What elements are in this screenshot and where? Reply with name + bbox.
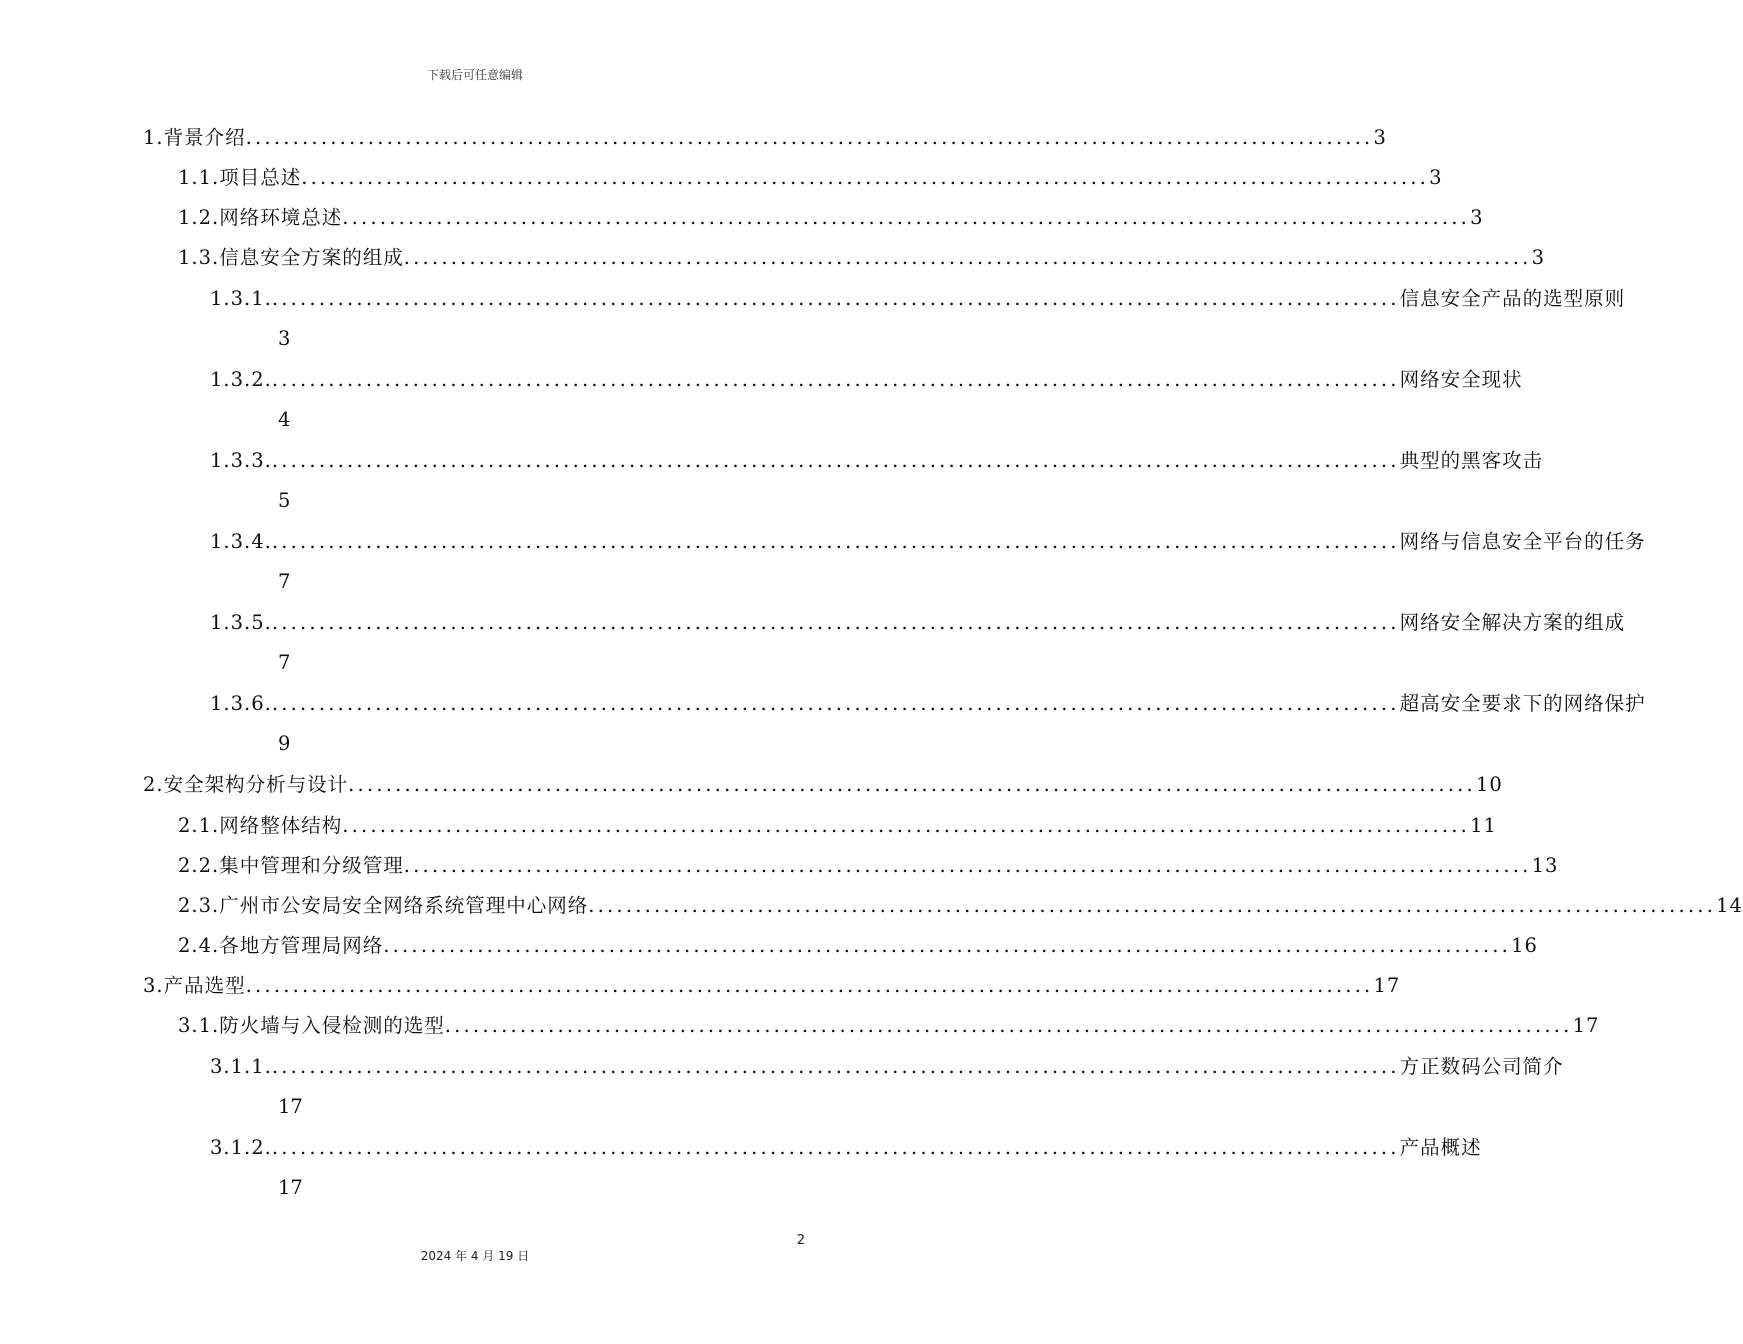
toc-number: 1.3.3. <box>210 449 272 472</box>
toc-title: 项目总述 <box>219 166 302 189</box>
toc-entry[interactable] <box>178 165 1443 191</box>
toc-page: 5 <box>278 489 291 512</box>
toc-number: 1.3.4. <box>210 530 272 553</box>
toc-entry[interactable] <box>210 691 1646 717</box>
toc-page: 11 <box>1470 814 1497 837</box>
toc-leader: ........................................................................................................................ <box>271 449 1400 472</box>
toc-leader: ........................................................................................................................ <box>271 611 1400 634</box>
toc-title: 超高安全要求下的网络保护 <box>1399 692 1646 715</box>
toc-title: 信息安全产品的选型原则 <box>1399 287 1626 310</box>
toc-entry[interactable] <box>178 245 1545 271</box>
page-header: 下载后可任意编辑 <box>426 68 523 82</box>
toc-entry[interactable] <box>178 933 1538 959</box>
toc-entry[interactable] <box>210 448 1544 474</box>
toc-number: 1.3.6. <box>210 692 272 715</box>
toc-leader: ........................................................................................................................ <box>271 287 1400 310</box>
toc-number: 1.3. <box>178 246 220 269</box>
toc-number: 3. <box>143 974 164 997</box>
toc-page: 9 <box>278 732 291 755</box>
toc-number: 1.2. <box>178 206 220 229</box>
toc-leader: ........................................................................................................................ <box>342 814 1471 837</box>
toc-title: 典型的黑客攻击 <box>1399 449 1544 472</box>
toc-number: 1. <box>143 126 164 149</box>
toc-page: 4 <box>278 408 291 431</box>
toc-page: 10 <box>1475 773 1503 796</box>
toc-leader: ........................................................................................................................ <box>383 934 1512 957</box>
toc-title: 产品概述 <box>1399 1136 1482 1159</box>
toc-title: 网络安全解决方案的组成 <box>1399 611 1626 634</box>
toc-leader: ........................................................................................................................ <box>245 126 1374 149</box>
toc-number: 2. <box>143 773 164 796</box>
toc-page: 3 <box>1470 206 1484 229</box>
toc-entry[interactable] <box>143 125 1387 151</box>
toc-leader: ........................................................................................................................ <box>301 166 1430 189</box>
toc-title: 网络整体结构 <box>219 814 343 837</box>
toc-leader: ........................................................................................................................ <box>444 1014 1573 1037</box>
toc-leader: ........................................................................................................................ <box>271 530 1400 553</box>
toc-number: 1.3.1. <box>210 287 272 310</box>
footer-date: 2024 年 4 月 19 日 <box>420 1249 530 1263</box>
toc-leader: ........................................................................................................................ <box>271 1055 1400 1078</box>
toc-number: 2.3. <box>178 894 220 917</box>
toc-entry[interactable] <box>210 529 1646 555</box>
toc-page: 3 <box>1373 126 1387 149</box>
toc-leader: ........................................................................................................................ <box>271 692 1400 715</box>
toc-page: 17 <box>1373 974 1401 997</box>
toc-entry[interactable] <box>178 1013 1600 1039</box>
toc-number: 2.4. <box>178 934 220 957</box>
toc-number: 2.1. <box>178 814 220 837</box>
toc-page: 17 <box>278 1176 303 1199</box>
toc-page: 3 <box>1429 166 1443 189</box>
page-number: 2 <box>796 1233 805 1248</box>
toc-title: 网络环境总述 <box>219 206 343 229</box>
toc-number: 1.1. <box>178 166 220 189</box>
toc-title: 各地方管理局网络 <box>219 934 384 957</box>
toc-leader: ........................................................................................................................ <box>245 974 1374 997</box>
toc-number: 3.1.2. <box>210 1136 272 1159</box>
toc-title: 安全架构分析与设计 <box>163 773 349 796</box>
toc-title: 方正数码公司简介 <box>1399 1055 1564 1078</box>
toc-number: 3.1. <box>178 1014 220 1037</box>
toc-title: 网络与信息安全平台的任务 <box>1399 530 1646 553</box>
toc-number: 2.2. <box>178 854 220 877</box>
toc-title: 集中管理和分级管理 <box>219 854 404 877</box>
toc-page: 7 <box>278 570 291 593</box>
toc-leader: ........................................................................................................................ <box>403 246 1532 269</box>
toc-entry[interactable] <box>178 205 1484 231</box>
toc-leader: ........................................................................................................................ <box>271 368 1400 391</box>
toc-entry[interactable] <box>210 286 1626 312</box>
toc-title: 产品选型 <box>163 974 246 997</box>
toc-page: 13 <box>1531 854 1559 877</box>
toc-entry[interactable] <box>143 973 1401 999</box>
toc-page: 17 <box>278 1095 303 1118</box>
toc-title: 防火墙与入侵检测的选型 <box>219 1014 445 1037</box>
toc-entry[interactable] <box>143 772 1503 798</box>
toc-entry[interactable] <box>210 1135 1482 1161</box>
toc-title: 信息安全方案的组成 <box>219 246 404 269</box>
toc-number: 1.3.5. <box>210 611 272 634</box>
toc-leader: ........................................................................................................................ <box>342 206 1471 229</box>
toc-title: 网络安全现状 <box>1399 368 1523 391</box>
toc-number: 3.1.1. <box>210 1055 272 1078</box>
toc-entry[interactable] <box>210 367 1523 393</box>
toc-title: 广州市公安局安全网络系统管理中心网络 <box>219 894 589 917</box>
toc-entry[interactable] <box>210 610 1626 636</box>
toc-page: 3 <box>1531 246 1545 269</box>
toc-page: 17 <box>1572 1014 1600 1037</box>
toc-number: 1.3.2. <box>210 368 272 391</box>
toc-leader: ........................................................................................................................ <box>403 854 1532 877</box>
toc-page: 7 <box>278 651 291 674</box>
toc-leader: ........................................................................................................................ <box>271 1136 1400 1159</box>
toc-title: 背景介绍 <box>163 126 246 149</box>
toc-page: 3 <box>278 327 291 350</box>
toc-leader: ........................................................................................................................ <box>588 894 1717 917</box>
toc-entry[interactable] <box>178 813 1497 839</box>
toc-leader: ........................................................................................................................ <box>348 773 1476 796</box>
toc-page: 16 <box>1511 934 1538 957</box>
toc-entry[interactable] <box>210 1054 1564 1080</box>
toc-page: 14 <box>1716 894 1743 917</box>
toc-entry[interactable] <box>178 853 1559 879</box>
toc-entry[interactable] <box>178 893 1743 919</box>
